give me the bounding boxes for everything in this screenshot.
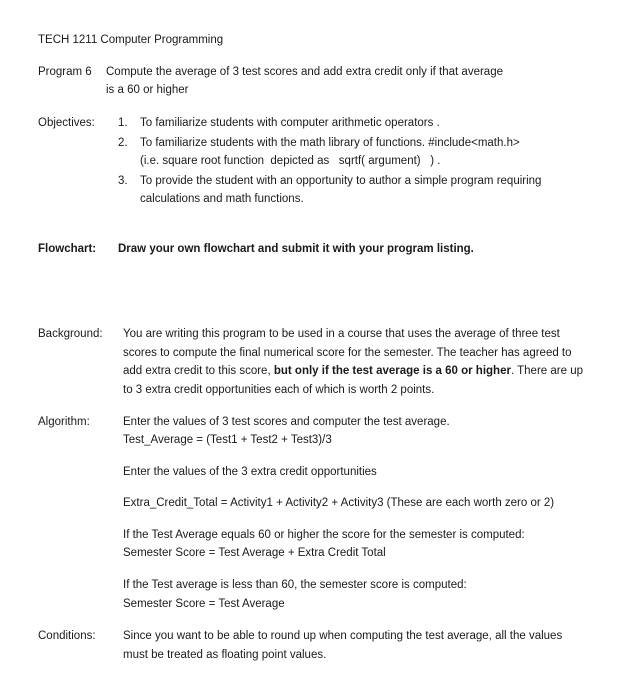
objective-subtext: (i.e. square root function depicted as sqrtf( argument) ) . [140,155,441,167]
flowchart-label: Flowchart: [38,243,97,255]
program-description-line-1: Compute the average of 3 test scores and add extra credit only if that average [106,66,503,78]
flowchart-instruction: Draw your own flowchart and submit it with your program listing. [118,243,474,255]
algorithm-formula: Semester Score = Test Average + Extra Credit Total [123,547,386,559]
background-line-3 [123,365,583,377]
algorithm-step: Enter the values of the 3 extra credit opportunities [123,466,377,478]
objective-text: To provide the student with an opportunity to author a simple program requiring [140,175,542,187]
objective-number: 2. [118,137,128,149]
objectives-label: Objectives: [38,117,95,129]
background-emphasis: but only if the test average is a 60 or higher [273,365,511,377]
background-line-3-end: . There are up [510,365,583,377]
background-line-1: You are writing this program to be used in a course that uses the average of three test [123,328,560,340]
objective-subtext: calculations and math functions. [140,193,304,205]
algorithm-step: If the Test average is less than 60, the semester score is computed: [123,579,467,591]
conditions-line-2: must be treated as floating point values. [123,649,327,661]
background-line-4: to 3 extra credit opportunities each of which is worth 2 points. [123,384,435,396]
background-line-2: scores to compute the final numerical score for the semester. The teacher has agreed to [123,347,572,359]
algorithm-formula: Test_Average = (Test1 + Test2 + Test3)/3 [123,434,332,446]
algorithm-step: If the Test Average equals 60 or higher the score for the semester is computed: [123,529,525,541]
background-label: Background: [38,328,103,340]
algorithm-label: Algorithm: [38,416,90,428]
program-description-line-2: is a 60 or higher [106,84,189,96]
objective-number: 3. [118,175,128,187]
algorithm-formula: Semester Score = Test Average [123,598,285,610]
objective-text: To familiarize students with the math library of functions. #include<math.h> [140,137,520,149]
conditions-label: Conditions: [38,630,96,642]
objective-number: 1. [118,117,128,129]
objective-text: To familiarize students with computer arithmetic operators . [140,117,440,129]
conditions-line-1: Since you want to be able to round up when computing the test average, all the values [123,630,563,642]
algorithm-step: Enter the values of 3 test scores and computer the test average. [123,416,450,428]
background-line-3-start: add extra credit to this score, [123,365,274,377]
program-label: Program 6 [38,66,92,78]
course-title: TECH 1211 Computer Programming [38,34,224,46]
algorithm-formula: Extra_Credit_Total = Activity1 + Activity2 + Activity3 (These are each worth zero or 2) [123,497,555,509]
